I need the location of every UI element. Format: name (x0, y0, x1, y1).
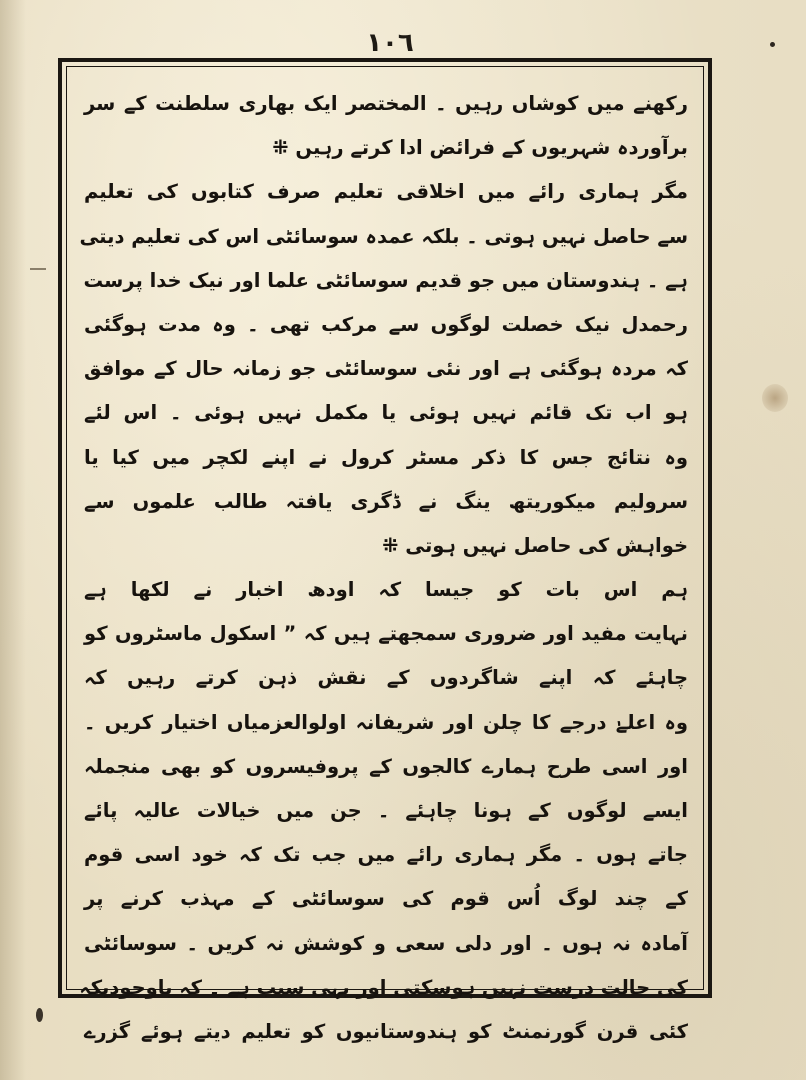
page-number: ١٠٦ (366, 28, 414, 58)
text-line: ہو اب تک قائم نہیں ہوئی یا مکمل نہیں ہوئی ۔ اس لئے (84, 401, 688, 425)
text-line: کی حالت درست نہیں ہوسکتی اور یہی سبب ہے ۔ کہ باوجودیکہ (79, 975, 688, 999)
text-line: اور اسی طرح ہمارے کالجوں کے پروفیسروں کو بھی منجملہ (84, 754, 688, 778)
text-line: سرولیم میکوریتھ ینگ نے ڈگری یافتہ طالب علموں سے (84, 489, 688, 513)
text-line: برآوردہ شہریوں کے فرائض ادا کرتے رہیں ⁜ (272, 136, 688, 160)
text-line: ہم اس بات کو جیسا کہ اودھ اخبار نے لکھا ہے (84, 578, 688, 602)
text-line: خواہش کی حاصل نہیں ہوتی ⁜ (382, 533, 688, 557)
text-line: مگر ہماری رائے میں اخلاقی تعلیم صرف کتابوں کی تعلیم (84, 180, 688, 204)
margin-mark (30, 268, 46, 270)
text-line: وہ نتائج جس کا ذکر مسٹر کرول نے اپنے لکچر میں کیا یا (84, 445, 688, 469)
text-line: جاتے ہوں ۔ مگر ہماری رائے میں جب تک کہ خود اسی قوم (84, 843, 688, 867)
text-line: رکھنے میں کوشاں رہیں ۔ المختصر ایک بھاری سلطنت کے سر (84, 92, 688, 115)
paper-stain (762, 384, 788, 412)
binding-shadow (0, 0, 26, 1080)
text-line: کے چند لوگ اُس قوم کی سوسائٹی کے مہذب کرنے پر (84, 887, 688, 911)
text-line: نہایت مفید اور ضروری سمجھتے ہیں کہ ” اسکول ماسٹروں کو (84, 622, 688, 646)
text-line: کہ مردہ ہوگئی ہے اور نئی سوسائٹی جو زمانہ حال کے موافق (84, 357, 688, 381)
text-line: ہے ۔ ہندوستان میں جو قدیم سوسائٹی علما اور نیک خدا پرست (83, 268, 688, 292)
text-line: سے حاصل نہیں ہوتی ۔ بلکہ عمدہ سوسائٹی اس کی تعلیم دیتی (79, 224, 688, 248)
text-line: وہ اعلےٰ درجے کا چلن اور شریفانہ اولوالعزمیاں اختیار کریں ۔ (84, 710, 688, 734)
text-line: کئی قرن گورنمنٹ کو ہندوستانیوں کو تعلیم دیتے ہوئے گزرے (84, 1019, 688, 1043)
body-text (79, 82, 688, 1043)
margin-ink-blot (36, 1008, 43, 1022)
text-line: ایسے لوگوں کے ہونا چاہئے ۔ جن میں خیالات عالیہ پائے (84, 799, 688, 822)
text-line: رحمدل نیک خصلت لوگوں سے مرکب تھی ۔ وہ مدت ہوگئی (84, 312, 688, 336)
text-line: آمادہ نہ ہوں ۔ اور دلی سعی و کوشش نہ کریں ۔ سوسائٹی (84, 931, 688, 955)
ink-speck (770, 42, 775, 47)
text-line: چاہئے کہ اپنے شاگردوں کے نقش ذہن کرتے رہیں کہ (84, 666, 688, 690)
